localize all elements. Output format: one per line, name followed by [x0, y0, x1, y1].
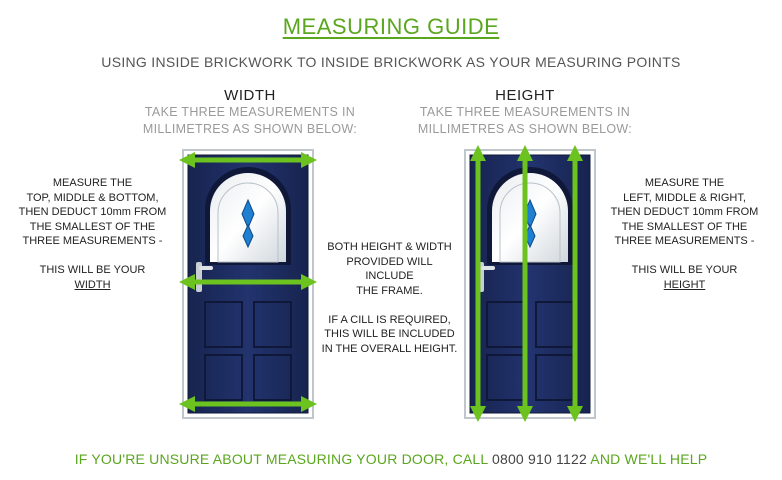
phone-number[interactable]: 0800 910 1122	[491, 451, 587, 467]
frame-note-line: THE FRAME.	[356, 284, 423, 297]
height-instruction-line1: TAKE THREE MEASUREMENTS IN	[419, 105, 631, 119]
height-door	[465, 150, 595, 418]
help-footer	[0, 451, 782, 467]
width-note-line: THEN DEDUCT 10mm FROM	[18, 206, 167, 218]
footer-text-before: IF YOU'RE UNSURE ABOUT MEASURING YOUR DOOR, CALL	[74, 451, 488, 467]
width-instruction-line1: TAKE THREE MEASUREMENTS IN	[144, 105, 356, 119]
height-result-line: THIS WILL BE YOUR	[631, 264, 738, 276]
cill-note-line: IN THE OVERALL HEIGHT.	[321, 342, 458, 355]
height-heading: HEIGHT	[495, 87, 555, 104]
width-heading: WIDTH	[224, 87, 276, 104]
width-door	[183, 150, 313, 418]
frame-note-line: PROVIDED WILL	[346, 255, 433, 268]
width-instruction-line2: MILLIMETRES AS SHOWN BELOW:	[142, 122, 358, 136]
height-note-line: THEN DEDUCT 10mm FROM	[610, 206, 759, 218]
page-subtitle: USING INSIDE BRICKWORK TO INSIDE BRICKWORK AS YOUR MEASURING POINTS	[101, 54, 681, 70]
height-instruction-line2: MILLIMETRES AS SHOWN BELOW:	[417, 122, 633, 136]
frame-note-line: BOTH HEIGHT & WIDTH	[327, 241, 452, 253]
height-note-line: THE SMALLEST OF THE	[621, 220, 748, 233]
height-note-line: MEASURE THE	[644, 177, 725, 189]
footer-text-after: AND WE'LL HELP	[590, 451, 708, 467]
cill-note-line: THIS WILL BE INCLUDED	[324, 328, 455, 340]
height-result-word: HEIGHT	[663, 278, 706, 291]
height-note-line: LEFT, MIDDLE & RIGHT,	[623, 191, 746, 204]
cill-note-line: IF A CILL IS REQUIRED,	[328, 313, 451, 326]
width-note-line: MEASURE THE	[52, 177, 133, 189]
width-result-word: WIDTH	[74, 278, 111, 291]
page-title: MEASURING GUIDE	[282, 14, 500, 39]
frame-note-line: INCLUDE	[365, 270, 414, 282]
width-note-line: TOP, MIDDLE & BOTTOM,	[26, 191, 159, 204]
width-note-line: THE SMALLEST OF THE	[29, 220, 156, 233]
width-note-line: THREE MEASUREMENTS -	[22, 235, 163, 247]
width-result-line: THIS WILL BE YOUR	[39, 264, 146, 276]
height-note-line: THREE MEASUREMENTS -	[614, 235, 755, 247]
